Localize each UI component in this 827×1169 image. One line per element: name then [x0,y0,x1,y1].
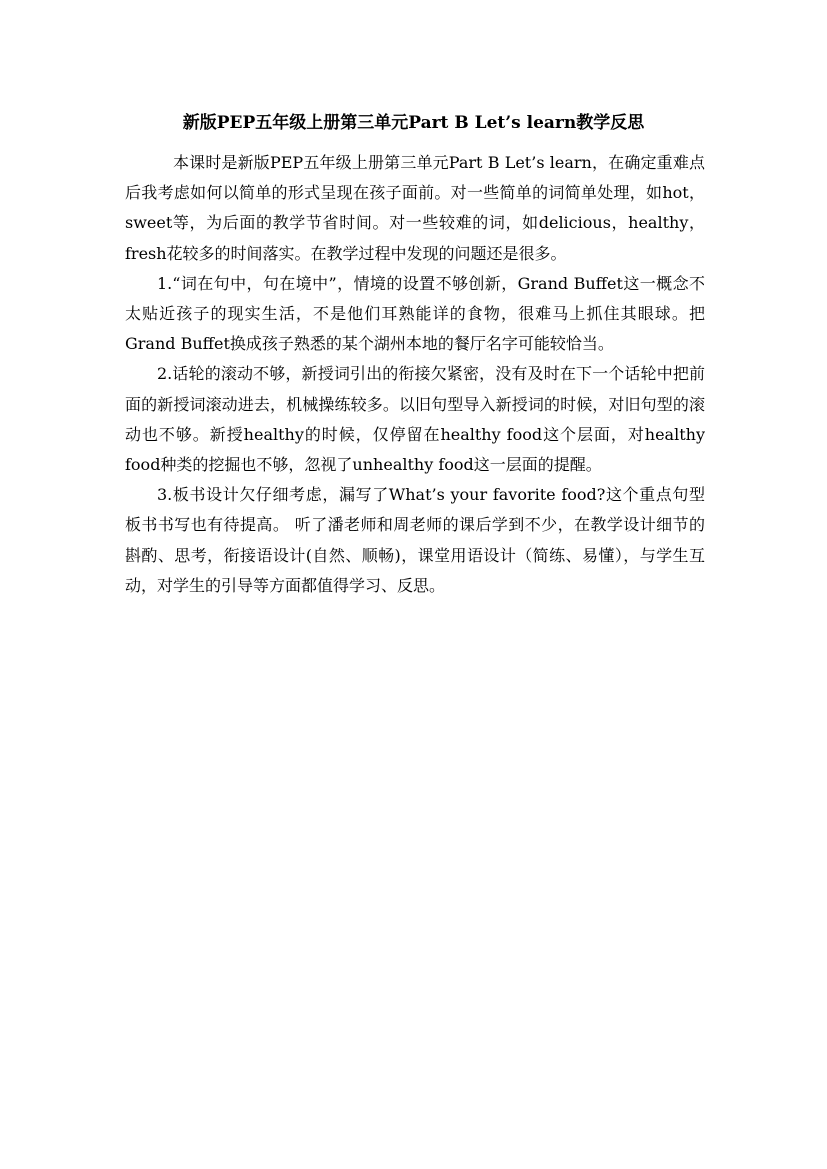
paragraph-intro: 本课时是新版PEP五年级上册第三单元Part B Let’s learn，在确定重难点后我考虑如何以简单的形式呈现在孩子面前。对一些简单的词简单处理，如hot，sweet等，为后面的教学节省时间。对一些较难的词，如delicious，healthy，fresh花较多的时间落实。在教学过程中发现的问题还是很多。 [125,153,705,263]
paragraph-point-1: 1.“词在句中，句在境中”，情境的设置不够创新，Grand Buffet这一概念不太贴近孩子的现实生活，不是他们耳熟能详的食物，很难马上抓住其眼球。把Grand Buffet换成孩子熟悉的某个湖州本地的餐厅名字可能较恰当。 [125,273,705,354]
paragraph-point-3: 3.板书设计欠仔细考虑，漏写了What’s your favorite food?这个重点句型板书书写也有待提高。 听了潘老师和周老师的课后学到不少，在教学设计细节的斟酌、思考，衔接语设计(自然、顺畅)，课堂用语设计（简练、易懂），与学生互动，对学生的引导等方面都值得学习、反思。 [125,485,705,595]
document-body [125,148,705,601]
paragraph-point-2: 2.话轮的滚动不够，新授词引出的衔接欠紧密，没有及时在下一个话轮中把前面的新授词滚动进去，机械操练较多。以旧句型导入新授词的时候，对旧句型的滚动也不够。新授healthy的时候，仅停留在healthy food这个层面，对healthy food种类的挖掘也不够，忽视了unhealthy food这一层面的提醒。 [125,364,705,475]
document-title: 新版PEP五年级上册第三单元Part B Let’s learn教学反思 [182,113,645,133]
